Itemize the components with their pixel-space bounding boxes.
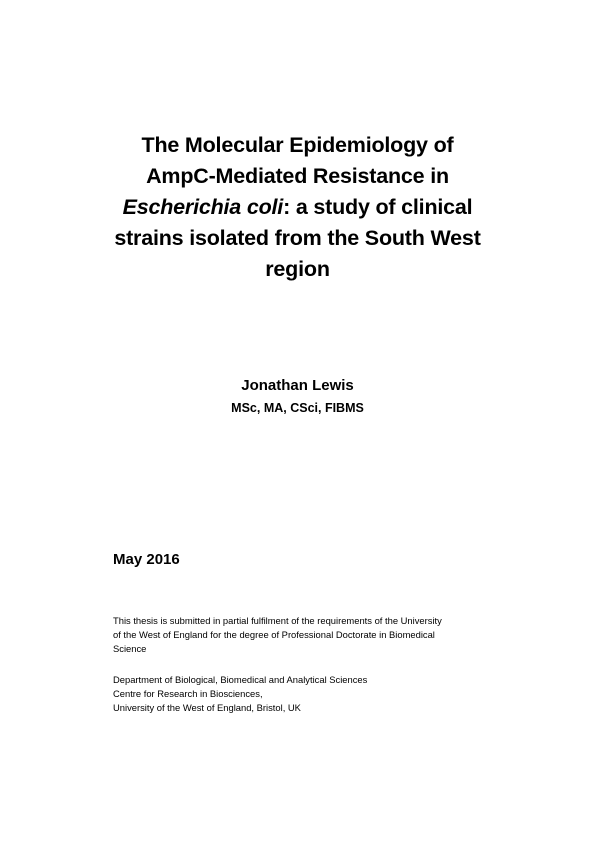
- thesis-title: [90, 130, 505, 285]
- title-line-5: region: [265, 257, 330, 281]
- submission-line-3: Science: [113, 643, 147, 654]
- department-line-1: Department of Biological, Biomedical and Analytical Sciences: [113, 674, 368, 685]
- title-line-3-rest: : a study of clinical: [283, 195, 473, 219]
- title-line-3: [90, 192, 505, 223]
- department-affiliation: [113, 673, 533, 715]
- department-line-3: University of the West of England, Bristol, UK: [113, 702, 301, 713]
- department-line-2: Centre for Research in Biosciences,: [113, 688, 263, 699]
- submission-line-2: of the West of England for the degree of Professional Doctorate in Biomedical: [113, 629, 435, 640]
- submission-date: May 2016: [113, 551, 180, 568]
- title-line-2: AmpC-Mediated Resistance in: [146, 164, 449, 188]
- title-line-1: The Molecular Epidemiology of: [141, 133, 454, 157]
- submission-line-1: This thesis is submitted in partial fulfilment of the requirements of the University: [113, 615, 442, 626]
- author-name: Jonathan Lewis: [241, 377, 354, 394]
- title-line-4: strains isolated from the South West: [114, 226, 481, 250]
- submission-statement: [113, 614, 533, 656]
- title-organism-name: Escherichia coli: [122, 195, 284, 219]
- author-credentials: MSc, MA, CSci, FIBMS: [231, 401, 364, 415]
